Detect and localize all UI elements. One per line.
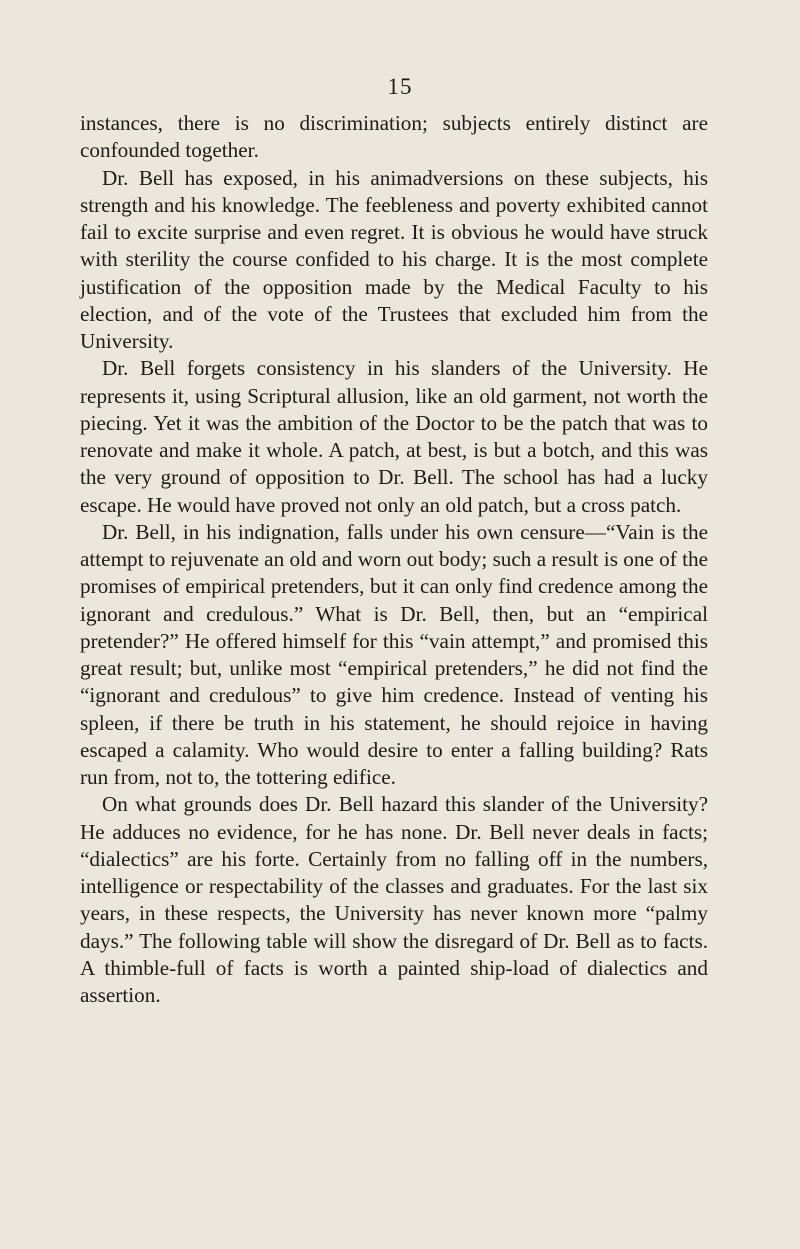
body-text — [80, 110, 708, 1009]
page-number: 15 — [387, 74, 413, 99]
paragraph-4: Dr. Bell, in his indignation, falls under his own censure—“Vain is the attempt to rejuvenate an old and worn out body; such a result is one of the promises of empirical pretenders, but it can only find credence among the ignorant and credulous.” What is Dr. Bell, then, but an “empirical pretender?” He offered himself for this “vain attempt,” and promised this great result; but, unlike most “empirical pretenders,” he did not find the “ignorant and credulous” to give him credence. Instead of venting his spleen, if there be truth in his statement, he should rejoice in having escaped a calamity. Who would desire to enter a falling building? Rats run from, not to, the tottering edifice. — [80, 519, 708, 789]
paragraph-5: On what grounds does Dr. Bell hazard this slander of the University? He adduces no evidence, for he has none. Dr. Bell never deals in facts; “dialectics” are his forte. Certainly from no falling off in the numbers, intelligence or respectability of the classes and graduates. For the last six years, in these respects, the University has never known more “palmy days.” The following table will show the disregard of Dr. Bell as to facts. A thimble-full of facts is worth a painted ship-load of dialectics and assertion. — [80, 792, 708, 1007]
paragraph-2: Dr. Bell has exposed, in his animadversions on these subjects, his strength and his knowledge. The feebleness and poverty exhibited cannot fail to excite surprise and even regret. It is obvious he would have struck with sterility the course confided to his charge. It is the most complete justification of the opposition made by the Medical Faculty to his election, and of the vote of the Trustees that excluded him from the University. — [80, 165, 708, 353]
paragraph-3: Dr. Bell forgets consistency in his slanders of the University. He represents it, using Scriptural allusion, like an old garment, not worth the piecing. Yet it was the ambition of the Doctor to be the patch that was to renovate and make it whole. A patch, at best, is but a botch, and this was the very ground of opposition to Dr. Bell. The school has had a lucky escape. He would have proved not only an old patch, but a cross patch. — [80, 356, 708, 517]
paragraph-1: instances, there is no discrimination; subjects entirely distinct are confounded together. — [80, 111, 708, 163]
